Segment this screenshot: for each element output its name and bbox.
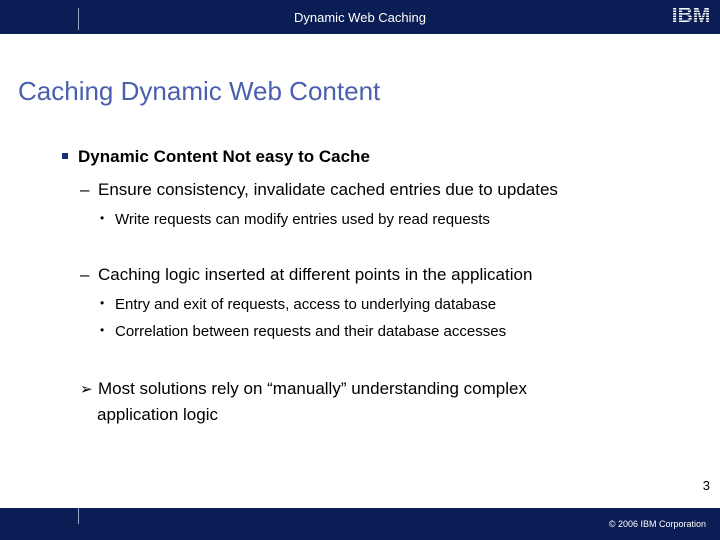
footer-divider xyxy=(78,508,79,524)
sub-sub-bullet xyxy=(100,323,506,340)
bullet-level1-text: Dynamic Content Not easy to Cache xyxy=(78,147,370,166)
header-bar xyxy=(0,0,720,34)
page-number: 3 xyxy=(702,478,710,493)
copyright-text: © 2006 IBM Corporation xyxy=(608,519,706,529)
conclusion-line2: application logic xyxy=(97,405,218,424)
header-title: Dynamic Web Caching xyxy=(294,10,426,25)
sub-sub-bullet-text: Correlation between requests and their database accesses xyxy=(115,323,507,340)
ibm-logo xyxy=(666,3,716,25)
dot-bullet-icon: • xyxy=(100,211,105,225)
dot-bullet-icon: • xyxy=(100,323,105,337)
slide-title: Caching Dynamic Web Content xyxy=(18,76,381,106)
square-bullet-icon xyxy=(62,153,68,159)
footer-bar xyxy=(0,508,720,540)
sub-bullet-text: Ensure consistency, invalidate cached entries due to updates xyxy=(98,180,558,199)
conclusion-line1: Most solutions rely on “manually” understanding complex xyxy=(98,379,527,398)
sub-sub-bullet xyxy=(100,211,490,228)
dot-bullet-icon: • xyxy=(100,296,105,310)
dash-bullet-icon: – xyxy=(80,180,90,199)
sub-sub-bullet-text: Write requests can modify entries used by read requests xyxy=(115,211,490,228)
bullet-level1 xyxy=(62,147,370,167)
conclusion-bullet xyxy=(80,376,640,427)
sub-sub-bullet xyxy=(100,296,496,313)
ibm-logo-text: IBM xyxy=(671,4,711,25)
arrow-bullet-icon: ➢ xyxy=(80,381,93,398)
sub-bullet-text: Caching logic inserted at different points in the application xyxy=(98,265,533,284)
sub-bullet-consistency xyxy=(80,180,558,200)
sub-sub-bullet-text: Entry and exit of requests, access to underlying database xyxy=(115,296,497,313)
dash-bullet-icon: – xyxy=(80,265,90,284)
sub-bullet-caching-logic xyxy=(80,265,532,285)
